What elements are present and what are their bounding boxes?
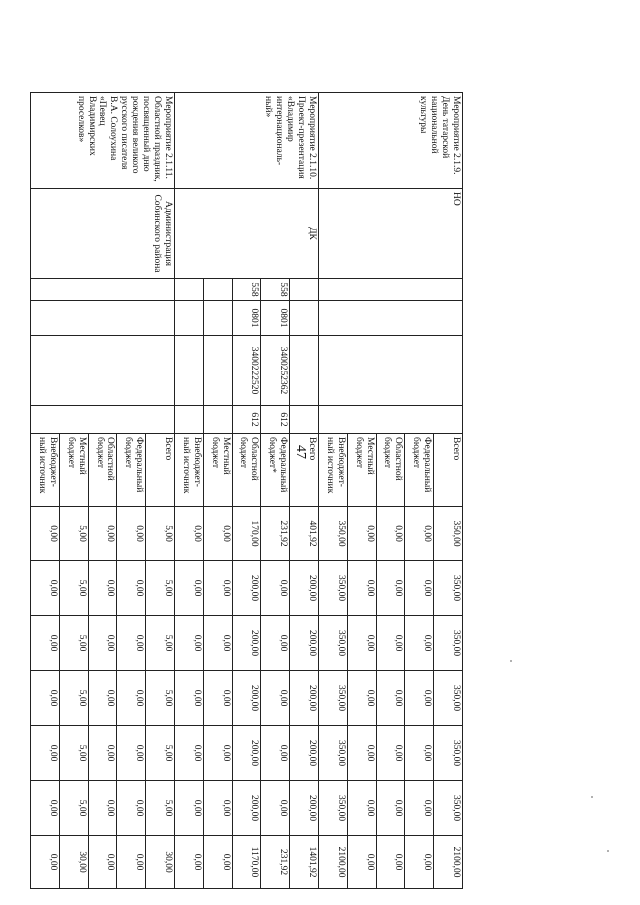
total-cell: 0,00 [347, 836, 376, 889]
value-cell: 350,00 [319, 616, 348, 671]
funding-source: Внебюджет-ный источник [319, 434, 348, 507]
value-cell: 5,00 [59, 671, 88, 726]
scan-speck [510, 660, 512, 662]
value-cell: 0,00 [347, 726, 376, 781]
value-cell: 0,00 [203, 726, 232, 781]
funding-source: Областной бюджет [232, 434, 261, 507]
value-cell: 200,00 [290, 781, 319, 836]
scan-speck [591, 796, 593, 798]
total-cell: 0,00 [117, 836, 146, 889]
total-cell: 0,00 [31, 836, 60, 889]
grbs-code: 558 [261, 279, 290, 301]
value-cell: 350,00 [319, 671, 348, 726]
value-cell: 0,00 [376, 781, 405, 836]
value-cell: 0,00 [347, 507, 376, 561]
value-cell: 0,00 [175, 507, 204, 561]
total-cell: 30,00 [146, 836, 175, 889]
total-cell: 231,92 [261, 836, 290, 889]
funding-source: Областной бюджет [88, 434, 117, 507]
value-cell: 0,00 [261, 726, 290, 781]
value-cell: 200,00 [232, 616, 261, 671]
value-cell: 0,00 [261, 671, 290, 726]
funding-source: Местный бюджет [203, 434, 232, 507]
expense-type-code: 612 [232, 406, 261, 434]
funding-source: Федеральный бюджет [117, 434, 146, 507]
target-article-code: 3400252362 [261, 336, 290, 406]
value-cell: 350,00 [434, 616, 463, 671]
value-cell: 231,92 [261, 507, 290, 561]
value-cell: 200,00 [232, 671, 261, 726]
value-cell: 5,00 [146, 726, 175, 781]
value-cell: 0,00 [117, 781, 146, 836]
activity-name: Мероприятие 2.1.10. Проект-презентация «Владимир интернациональ-ный» [175, 93, 319, 189]
value-cell: 0,00 [117, 671, 146, 726]
value-cell: 200,00 [290, 671, 319, 726]
value-cell: 0,00 [376, 561, 405, 616]
expense-type-code [319, 406, 463, 434]
section-code [31, 301, 175, 336]
value-cell: 5,00 [59, 616, 88, 671]
value-cell: 350,00 [434, 561, 463, 616]
value-cell: 0,00 [347, 671, 376, 726]
value-cell: 0,00 [203, 561, 232, 616]
value-cell: 0,00 [347, 561, 376, 616]
value-cell: 0,00 [175, 781, 204, 836]
total-cell: 0,00 [203, 836, 232, 889]
section-code [319, 301, 463, 336]
value-cell: 0,00 [261, 781, 290, 836]
total-cell: 30,00 [59, 836, 88, 889]
target-article-code [203, 336, 232, 406]
funding-source: Внебюджет-ный источник [31, 434, 60, 507]
value-cell: 0,00 [88, 671, 117, 726]
total-cell: 1401,92 [290, 836, 319, 889]
target-article-code [290, 336, 319, 406]
value-cell: 350,00 [319, 561, 348, 616]
value-cell: 170,00 [232, 507, 261, 561]
executor: Администрация Собинского района [31, 189, 175, 279]
value-cell: 0,00 [31, 507, 60, 561]
value-cell: 350,00 [319, 507, 348, 561]
funding-source: Всего [146, 434, 175, 507]
value-cell: 5,00 [146, 616, 175, 671]
target-article-code [175, 336, 204, 406]
value-cell: 0,00 [405, 781, 434, 836]
value-cell: 0,00 [117, 561, 146, 616]
value-cell: 350,00 [319, 781, 348, 836]
value-cell: 0,00 [405, 671, 434, 726]
value-cell: 0,00 [31, 726, 60, 781]
value-cell: 5,00 [59, 561, 88, 616]
value-cell: 200,00 [232, 726, 261, 781]
funding-source: Внебюджет-ный источник [175, 434, 204, 507]
expense-type-code: 612 [261, 406, 290, 434]
value-cell: 350,00 [434, 507, 463, 561]
value-cell: 0,00 [117, 616, 146, 671]
target-article-code: 3400222520 [232, 336, 261, 406]
value-cell: 200,00 [232, 561, 261, 616]
expense-type-code [203, 406, 232, 434]
total-cell: 0,00 [175, 836, 204, 889]
total-cell: 0,00 [376, 836, 405, 889]
value-cell: 0,00 [376, 507, 405, 561]
value-cell: 0,00 [203, 671, 232, 726]
value-cell: 0,00 [376, 726, 405, 781]
section-code [203, 301, 232, 336]
table-row [146, 93, 175, 889]
value-cell: 0,00 [347, 781, 376, 836]
total-cell: 0,00 [405, 836, 434, 889]
value-cell: 0,00 [175, 726, 204, 781]
target-article-code [319, 336, 463, 406]
value-cell: 350,00 [319, 726, 348, 781]
funding-source: Местный бюджет [347, 434, 376, 507]
value-cell: 0,00 [88, 616, 117, 671]
funding-source: Федеральный бюджет* [261, 434, 290, 507]
value-cell: 5,00 [59, 507, 88, 561]
grbs-code [290, 279, 319, 301]
funding-source: Всего [290, 434, 319, 507]
value-cell: 200,00 [290, 726, 319, 781]
value-cell: 0,00 [31, 616, 60, 671]
section-code: 0801 [261, 301, 290, 336]
value-cell: 0,00 [347, 616, 376, 671]
scan-speck [607, 850, 609, 852]
table-row [434, 93, 463, 889]
section-code [290, 301, 319, 336]
value-cell: 0,00 [203, 507, 232, 561]
value-cell: 0,00 [405, 561, 434, 616]
value-cell: 0,00 [88, 726, 117, 781]
value-cell: 200,00 [290, 616, 319, 671]
expense-type-code [290, 406, 319, 434]
grbs-code: 558 [232, 279, 261, 301]
value-cell: 0,00 [117, 507, 146, 561]
value-cell: 0,00 [261, 561, 290, 616]
grbs-code [319, 279, 463, 301]
value-cell: 350,00 [434, 671, 463, 726]
executor: ДК [175, 189, 319, 279]
value-cell: 5,00 [146, 671, 175, 726]
value-cell: 0,00 [88, 781, 117, 836]
table-row [290, 93, 319, 889]
section-code [175, 301, 204, 336]
value-cell: 5,00 [146, 561, 175, 616]
total-cell: 0,00 [88, 836, 117, 889]
value-cell: 350,00 [434, 726, 463, 781]
value-cell: 0,00 [175, 561, 204, 616]
value-cell: 200,00 [290, 561, 319, 616]
grbs-code [31, 279, 175, 301]
value-cell: 0,00 [88, 561, 117, 616]
grbs-code [203, 279, 232, 301]
value-cell: 0,00 [175, 616, 204, 671]
value-cell: 0,00 [31, 781, 60, 836]
funding-source: Местный бюджет [59, 434, 88, 507]
value-cell: 0,00 [376, 616, 405, 671]
total-cell: 2100,00 [319, 836, 348, 889]
total-cell: 1170,00 [232, 836, 261, 889]
value-cell: 350,00 [434, 781, 463, 836]
funding-source: Областной бюджет [376, 434, 405, 507]
executor: НО [319, 189, 463, 279]
expense-type-code [175, 406, 204, 434]
value-cell: 0,00 [117, 726, 146, 781]
funding-source: Федеральный бюджет [405, 434, 434, 507]
rotated-table-wrapper [30, 92, 463, 888]
value-cell: 5,00 [59, 781, 88, 836]
section-code: 0801 [232, 301, 261, 336]
total-cell: 2100,00 [434, 836, 463, 889]
value-cell: 0,00 [31, 671, 60, 726]
page-number: 47 [293, 445, 308, 459]
value-cell: 0,00 [376, 671, 405, 726]
target-article-code [31, 336, 175, 406]
value-cell: 0,00 [261, 616, 290, 671]
value-cell: 0,00 [203, 616, 232, 671]
value-cell: 5,00 [59, 726, 88, 781]
grbs-code [175, 279, 204, 301]
value-cell: 0,00 [88, 507, 117, 561]
value-cell: 200,00 [232, 781, 261, 836]
value-cell: 0,00 [175, 671, 204, 726]
value-cell: 0,00 [203, 781, 232, 836]
expense-type-code [31, 406, 175, 434]
activity-name: Мероприятие 2.1.9. День татарской национальной культуры [319, 93, 463, 189]
budget-table [30, 92, 463, 889]
value-cell: 0,00 [405, 726, 434, 781]
value-cell: 401,92 [290, 507, 319, 561]
value-cell: 0,00 [405, 616, 434, 671]
value-cell: 5,00 [146, 507, 175, 561]
value-cell: 0,00 [405, 507, 434, 561]
value-cell: 5,00 [146, 781, 175, 836]
activity-name: Мероприятие 2.1.11. Областной праздник, посвященный дню рождения великого русского писателя В.А. Солоухина «Певец Владимирских проселков» [31, 93, 175, 189]
value-cell: 0,00 [31, 561, 60, 616]
funding-source: Всего [434, 434, 463, 507]
